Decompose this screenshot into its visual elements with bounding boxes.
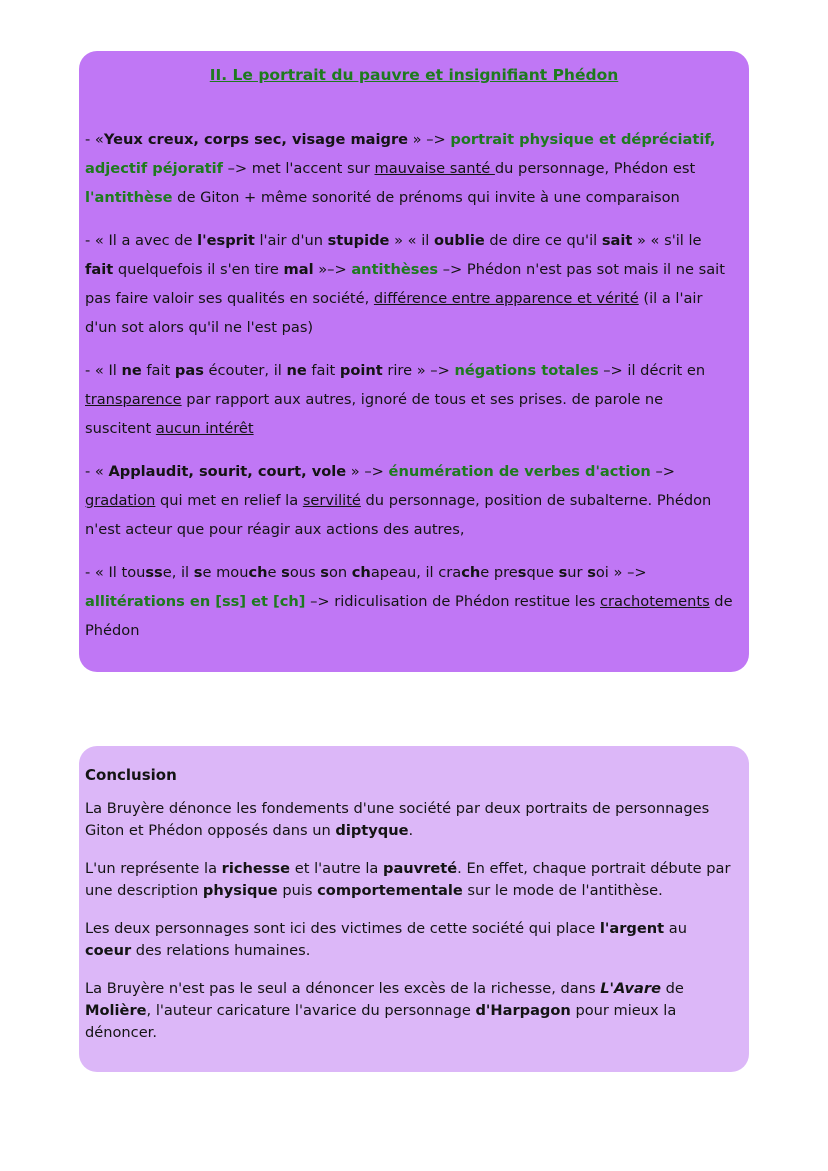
- analysis-paragraph-5: - « Il tousse, il se mouche sous son chapeau, il crache presque sur soi » –> allitérations en [ss] et [ch] –> ridiculisation de Phédon restitue les crachotements de Phédon: [85, 564, 733, 639]
- portrait-card: [79, 51, 749, 672]
- analysis-paragraph-2: - « Il a avec de l'esprit l'air d'un stupide » « il oublie de dire ce qu'il sait » « s'il le fait quelquefois il s'en tire mal »–> antithèses –> Phédon n'est pas sot mais il ne sait pas faire valoir ses qualités en société, différence entre apparence et vérité (il a l'air d'un sot alors qu'il ne l'est pas): [85, 232, 725, 336]
- conclusion-paragraph-2: L'un représente la richesse et l'autre la pauvreté. En effet, chaque portrait débute par une description physique puis comportementale sur le mode de l'antithèse.: [85, 860, 731, 899]
- analysis-paragraph-4: - « Applaudit, sourit, court, vole » –> énumération de verbes d'action –> gradation qui met en relief la servilité du personnage, position de subalterne. Phédon n'est acteur que pour réagir aux actions des autres,: [85, 463, 712, 538]
- conclusion-paragraph-4: La Bruyère n'est pas le seul a dénoncer les excès de la richesse, dans L'Avare de Molière, l'auteur caricature l'avarice du personnage d'Harpagon pour mieux la dénoncer.: [85, 980, 684, 1041]
- section-title: II. Le portrait du pauvre et insignifiant Phédon: [209, 66, 619, 84]
- conclusion-paragraph-1: La Bruyère dénonce les fondements d'une société par deux portraits de personnages Giton et Phédon opposés dans un diptyque.: [85, 800, 710, 839]
- conclusion-heading: Conclusion: [85, 766, 177, 784]
- analysis-paragraph-3: - « Il ne fait pas écouter, il ne fait point rire » –> négations totales –> il décrit en transparence par rapport aux autres, ignoré de tous et ses prises. de parole ne suscitent aucun intérêt: [85, 362, 706, 437]
- conclusion-paragraph-3: Les deux personnages sont ici des victimes de cette société qui place l'argent au coeur des relations humaines.: [85, 920, 687, 959]
- conclusion-card: [79, 746, 749, 1072]
- analysis-paragraph-1: - «Yeux creux, corps sec, visage maigre » –> portrait physique et dépréciatif, adjectif péjoratif –> met l'accent sur mauvaise santé du personnage, Phédon est l'antithèse de Giton + même sonorité de prénoms qui invite à une comparaison: [85, 131, 716, 206]
